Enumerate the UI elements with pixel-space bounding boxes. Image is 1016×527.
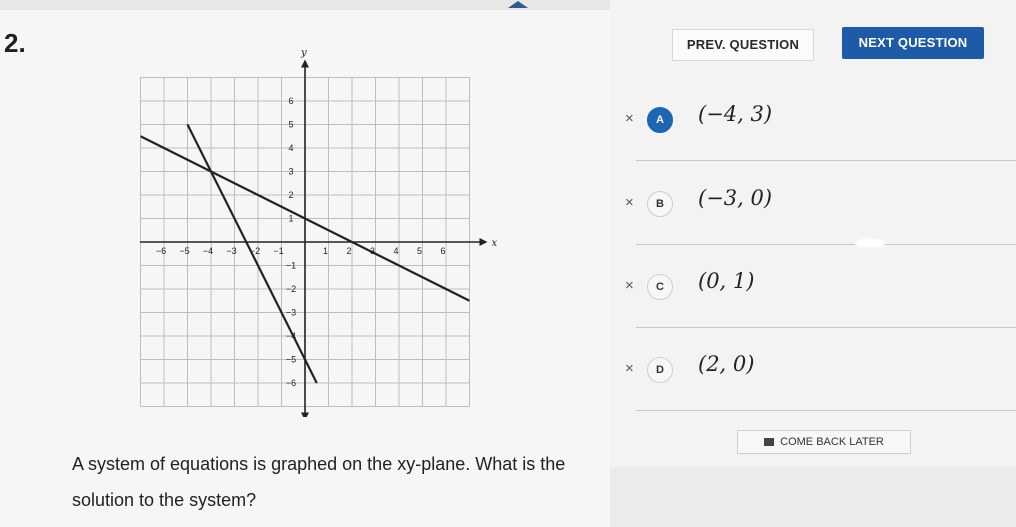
y-axis-arrow-icon — [301, 60, 309, 68]
come-back-later-label: COME BACK LATER — [780, 436, 884, 448]
choice-value: (2, 0) — [698, 352, 755, 376]
choice-letter-badge: A — [647, 107, 673, 133]
x-axis-arrow-icon — [480, 238, 488, 246]
choice-value: (0, 1) — [698, 269, 755, 293]
choice-d[interactable] — [620, 346, 1016, 396]
choice-letter-badge: C — [647, 274, 673, 300]
x-tick-label: −6 — [155, 246, 167, 256]
y-tick-label: −6 — [285, 378, 297, 388]
choice-letter-badge: D — [647, 357, 673, 383]
choice-value: (−4, 3) — [698, 102, 773, 126]
eliminate-x-icon[interactable]: × — [625, 194, 634, 211]
answer-panel — [610, 0, 1016, 467]
x-tick-label: 4 — [393, 246, 399, 256]
divider — [636, 410, 1016, 411]
y-tick-label: 4 — [288, 143, 294, 153]
divider — [636, 244, 1016, 245]
x-tick-label: 1 — [322, 246, 329, 256]
y-tick-label: 5 — [288, 119, 294, 130]
question-text: A system of equations is graphed on the xy-plane. What is the solution to the system? — [72, 454, 566, 510]
x-tick-label: −2 — [249, 246, 261, 256]
y-tick-label: −3 — [285, 307, 297, 318]
y-axis-label: y — [301, 47, 307, 59]
divider — [636, 160, 1016, 161]
come-back-later-button[interactable] — [737, 430, 911, 454]
x-tick-label: 6 — [440, 246, 446, 256]
y-tick-label: −5 — [285, 354, 297, 365]
x-tick-label: −1 — [273, 246, 284, 256]
y-tick-label: −2 — [285, 284, 297, 294]
next-question-button[interactable]: NEXT QUESTION — [842, 27, 984, 59]
prev-question-button[interactable]: PREV. QUESTION — [672, 29, 814, 61]
y-tick-label: 6 — [288, 96, 294, 106]
y-tick-label: −1 — [285, 260, 297, 271]
eliminate-x-icon[interactable]: × — [625, 360, 634, 377]
y-tick-label: 1 — [288, 213, 294, 224]
coordinate-graph — [140, 42, 510, 417]
x-tick-label: −5 — [179, 246, 190, 256]
y-axis-arrow-icon — [301, 413, 309, 418]
x-tick-label: 2 — [346, 246, 352, 256]
choice-c[interactable] — [620, 263, 1016, 313]
question-number: 2. — [4, 28, 26, 58]
choice-b[interactable] — [620, 180, 1016, 230]
eliminate-x-icon[interactable]: × — [625, 277, 634, 294]
flag-icon — [764, 438, 774, 446]
x-axis-label: x — [491, 238, 498, 249]
glare-spot — [855, 239, 885, 247]
x-tick-label: 5 — [416, 246, 423, 256]
eliminate-x-icon[interactable]: × — [625, 110, 634, 127]
x-tick-label: −4 — [202, 246, 214, 256]
y-tick-label: 2 — [288, 190, 294, 200]
x-tick-label: 3 — [369, 246, 376, 256]
y-tick-label: −4 — [285, 331, 297, 341]
y-tick-label: 3 — [288, 166, 294, 177]
choice-letter-badge: B — [647, 191, 673, 217]
choice-a[interactable] — [620, 96, 1016, 146]
choice-value: (−3, 0) — [698, 186, 773, 210]
collapse-caret-icon[interactable] — [508, 1, 528, 8]
divider — [636, 327, 1016, 328]
x-tick-label: −3 — [226, 246, 237, 256]
